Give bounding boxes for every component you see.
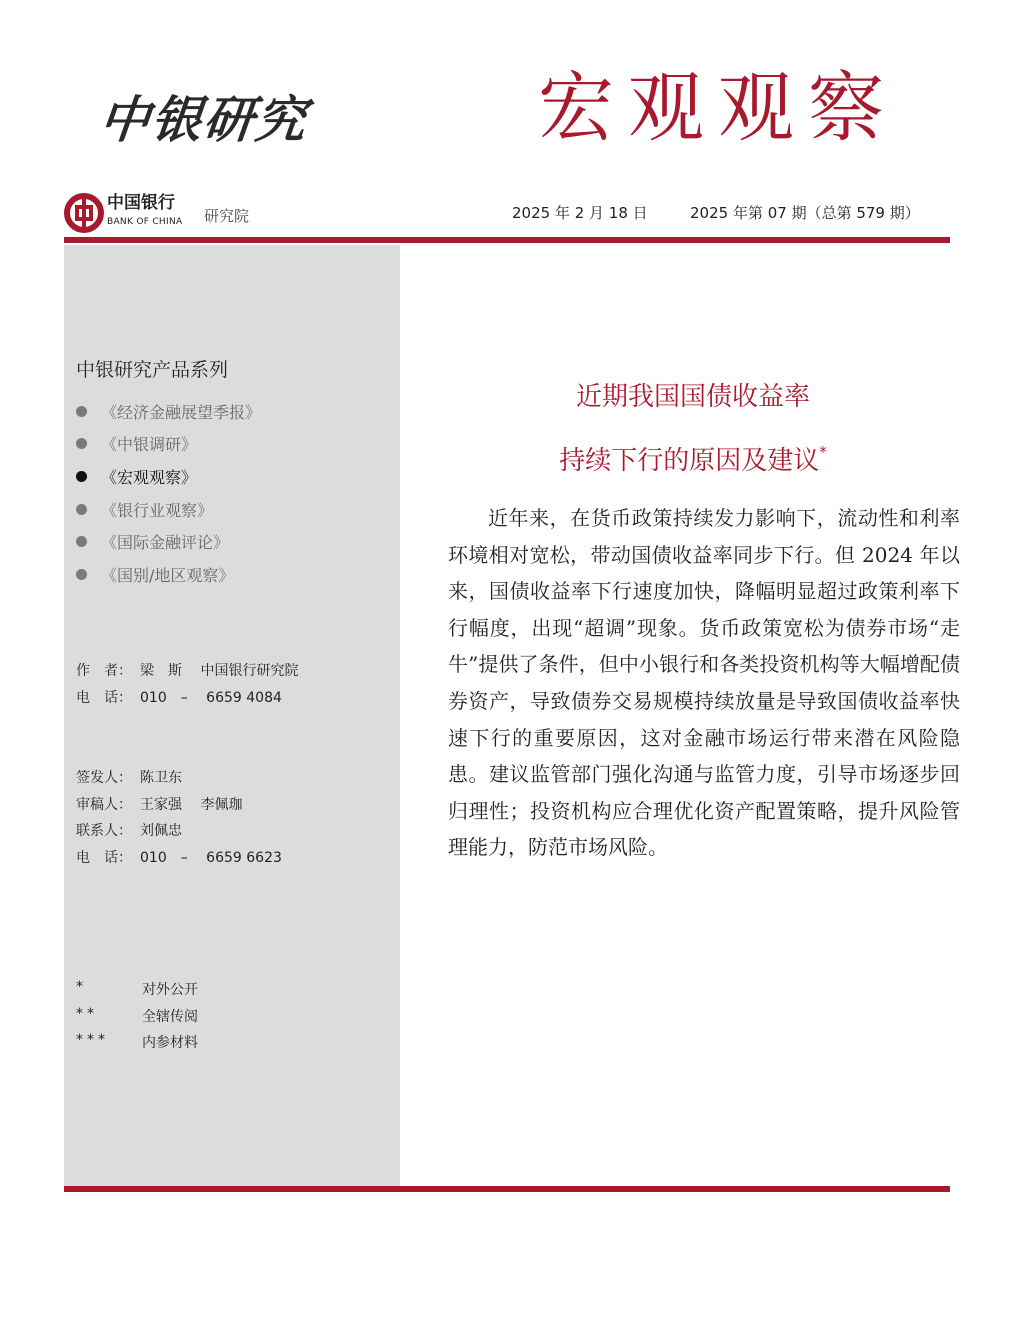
issue-date: 2025 年 2 月 18 日 — [512, 204, 648, 222]
legend-row — [76, 1006, 198, 1033]
bank-name-cn: 中国银行 — [107, 193, 175, 213]
author-phone-row — [76, 687, 298, 714]
bank-name-en: BANK OF CHINA — [107, 217, 183, 227]
bullet-icon — [76, 438, 87, 449]
issuer-row — [76, 767, 282, 794]
series-item — [76, 493, 261, 526]
series-item — [76, 395, 261, 428]
article-headline-line1: 近期我国国债收益率 — [575, 382, 810, 412]
series-item — [76, 558, 261, 591]
series-item-current — [76, 460, 261, 493]
field-key: 签发人： — [76, 770, 132, 786]
reviewer-row — [76, 794, 282, 821]
legend-mark: ** — [76, 1005, 98, 1022]
series-item — [76, 428, 261, 461]
field-value: 梁 斯 中国银行研究院 — [140, 663, 299, 679]
legend-label: 内参材料 — [142, 1035, 198, 1051]
bullet-icon — [76, 536, 87, 547]
bank-of-china-logo-icon — [64, 193, 104, 233]
bullet-icon — [76, 569, 87, 580]
field-key: 电 话： — [76, 689, 132, 706]
series-item-label: 《中银调研》 — [101, 435, 198, 455]
field-key: 电 话： — [76, 849, 132, 866]
legend-mark: *** — [76, 1032, 109, 1048]
legend-row — [76, 979, 198, 1006]
author-block — [76, 660, 298, 713]
series-item — [76, 525, 261, 558]
contact-phone-row — [76, 847, 282, 874]
footnote-mark: * — [819, 443, 827, 461]
field-value: 陈卫东 — [140, 770, 182, 786]
institute-label: 研究院 — [204, 207, 250, 225]
headline-text: 持续下行的原因及建议 — [559, 446, 820, 476]
sidebar — [64, 245, 400, 1186]
field-key: 联系人： — [76, 823, 132, 839]
contact-row — [76, 820, 282, 847]
series-item-label: 《国别/地区观察》 — [101, 565, 235, 585]
series-item-label: 《国际金融评论》 — [101, 533, 230, 553]
field-value: 010 – 6659 4084 — [140, 689, 282, 706]
series-item-label: 《经济金融展望季报》 — [101, 402, 262, 422]
field-key: 审稿人： — [76, 796, 132, 813]
series-item-label: 《银行业观察》 — [101, 500, 214, 520]
field-key: 作 者： — [76, 663, 132, 679]
footer-rule — [64, 1186, 950, 1192]
bullet-icon — [76, 406, 87, 417]
field-value: 王家强 李佩珈 — [140, 796, 243, 813]
bullet-icon — [76, 504, 87, 515]
article-abstract: 近年来，在货币政策持续发力影响下，流动性和利率环境相对宽松，带动国债收益率同步下行。但 2024 年以来，国债收益率下行速度加快，降幅明显超过政策利率下行幅度，出现“超调”现象。货币政策宽松为债券市场“走牛”提供了条件，但中小银行和各类投资机构等大幅增配债券资产，导致债券交易规模持续放量是导致国债收益率快速下行的重要原因，这对金融市场运行带来潜在风险隐患。建议监管部门强化沟通与监管力度，引导市场逐步回归理性；投资机构应合理优化资产配置策略，提升风险管理能力，防范市场风险。 — [448, 506, 960, 860]
series-item-label: 《宏观观察》 — [101, 467, 198, 487]
series-heading: 中银研究产品系列 — [76, 359, 229, 381]
issuer-block — [76, 767, 282, 873]
distribution-legend — [76, 979, 198, 1059]
legend-mark: * — [76, 979, 87, 995]
article-headline-line2 — [400, 440, 986, 477]
legend-label: 对外公开 — [142, 982, 198, 998]
legend-row — [76, 1032, 198, 1059]
legend-label: 全辖传阅 — [142, 1008, 198, 1025]
header-rule — [64, 237, 950, 243]
masthead-calligraphy: 中银研究 — [96, 90, 311, 149]
issue-number: 2025 年第 07 期（总第 579 期） — [690, 204, 920, 222]
field-value: 010 – 6659 6623 — [140, 849, 282, 866]
report-title: 宏观观察 — [538, 63, 898, 152]
author-row — [76, 660, 298, 687]
bullet-icon — [76, 471, 87, 482]
series-list — [76, 395, 261, 591]
field-value: 刘佩忠 — [140, 823, 182, 839]
